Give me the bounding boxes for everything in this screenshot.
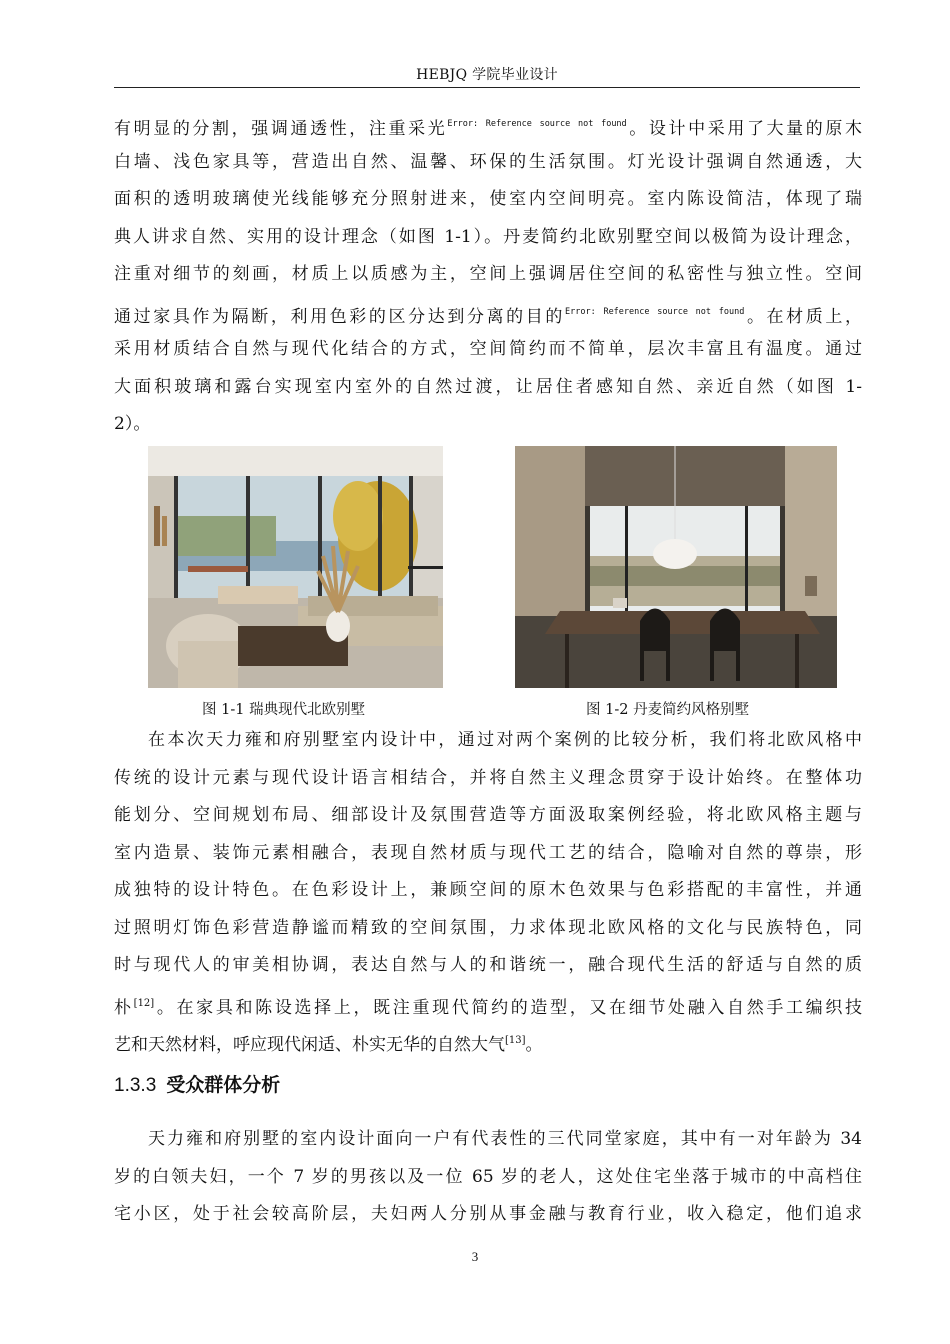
paragraph-3	[114, 1121, 862, 1234]
figure-2	[515, 446, 837, 688]
text-line: 采用材质结合自然与现代化结合的方式，空间简约而不简单，层次丰富且有温度。通过	[114, 339, 862, 359]
header-rule	[114, 87, 860, 88]
text-line: 岁的白领夫妇，一个 7 岁的男孩以及一位 65 岁的老人，这处住宅坐落于城市的中高档住	[114, 1166, 862, 1187]
text-line: 能划分、空间规划布局、细部设计及氛围营造等方面汲取案例经验，将北欧风格主题与	[114, 805, 862, 825]
text-span: 。在材质上，	[744, 306, 862, 327]
text-line: 过照明灯饰色彩营造静谧而精致的空间氛围，力求体现北欧风格的文化与民族特色，同	[114, 917, 862, 938]
text-line: 宅小区，处于社会较高阶层，夫妇两人分别从事金融与教育行业，收入稳定，他们追求	[114, 1204, 862, 1224]
text-span: 。	[525, 1035, 543, 1055]
text-line: 天力雍和府别墅的室内设计面向一户有代表性的三代同堂家庭，其中有一对年龄为 34	[148, 1129, 862, 1149]
text-line: 2）。	[114, 414, 151, 434]
text-line: 成独特的设计特色。在色彩设计上，兼顾空间的原木色效果与色彩搭配的丰富性，并通	[114, 880, 862, 900]
text-line: 室内造景、装饰元素相融合，表现自然材质与现代工艺的结合，隐喻对自然的尊崇，形	[114, 842, 862, 863]
text-span: 。在家具和陈设选择上，既注重现代简约的造型，又在细节处融入自然手工编织技	[154, 997, 863, 1018]
text-line: 传统的设计元素与现代设计语言相结合，并将自然主义理念贯穿于设计始终。在整体功	[114, 767, 862, 788]
figure-2-caption: 图 1-2 丹麦简约风格别墅	[586, 702, 750, 718]
reference-error-note: Error: Reference source not found	[565, 306, 745, 317]
page-header: HEBJQ 学院毕业设计	[416, 67, 558, 83]
text-line: 白墙、浅色家具等，营造出自然、温馨、环保的生活氛围。灯光设计强调自然通透，大	[114, 151, 862, 172]
citation-13: [13]	[505, 1035, 526, 1046]
text-span: 朴	[114, 997, 134, 1018]
text-line: 面积的透明玻璃使光线能够充分照射进来，使室内空间明亮。室内陈设简洁，体现了瑞	[114, 189, 862, 209]
section-number: 1.3.3	[114, 1075, 157, 1096]
text-span: 艺和天然材料，呼应现代闲适、朴实无华的自然大气	[114, 1035, 505, 1055]
reference-error-note: Error: Reference source not found	[447, 119, 627, 129]
section-title: 受众群体分析	[166, 1074, 281, 1096]
text-line	[114, 1022, 862, 1060]
text-line: 时与现代人的审美相协调，表达自然与人的和谐统一，融合现代生活的舒适与自然的质	[114, 955, 862, 975]
text-line	[114, 294, 862, 332]
text-span: 通过家具作为隔断，利用色彩的区分达到分离的目的	[114, 306, 566, 327]
text-line	[114, 985, 862, 1023]
citation-12: [12]	[133, 997, 155, 1009]
figure-1	[148, 446, 443, 688]
danish-villa-dining-room-photo	[515, 446, 837, 688]
text-line: 在本次天力雍和府别墅室内设计中，通过对两个案例的比较分析，我们将北欧风格中	[148, 730, 862, 750]
section-heading	[114, 1070, 280, 1097]
page-number: 3	[471, 1249, 479, 1264]
text-line	[114, 106, 862, 144]
figure-1-caption: 图 1-1 瑞典现代北欧别墅	[202, 702, 366, 718]
figures-row	[114, 446, 862, 726]
text-span: 。设计中采用了大量的原木	[626, 119, 862, 139]
text-line: 注重对细节的刻画，材质上以质感为主，空间上强调居住空间的私密性与独立性。空间	[114, 264, 862, 284]
paragraph-1	[114, 106, 862, 444]
text-span: 有明显的分割，强调通透性，注重采光	[114, 119, 448, 139]
text-line: 典人讲求自然、实用的设计理念（如图 1-1）。丹麦简约北欧别墅空间以极简为设计理念，	[114, 226, 862, 247]
paragraph-2	[114, 722, 862, 1060]
swedish-villa-living-room-photo	[148, 446, 443, 688]
text-line: 大面积玻璃和露台实现室内室外的自然过渡，让居住者感知自然、亲近自然（如图 1-	[114, 376, 862, 397]
